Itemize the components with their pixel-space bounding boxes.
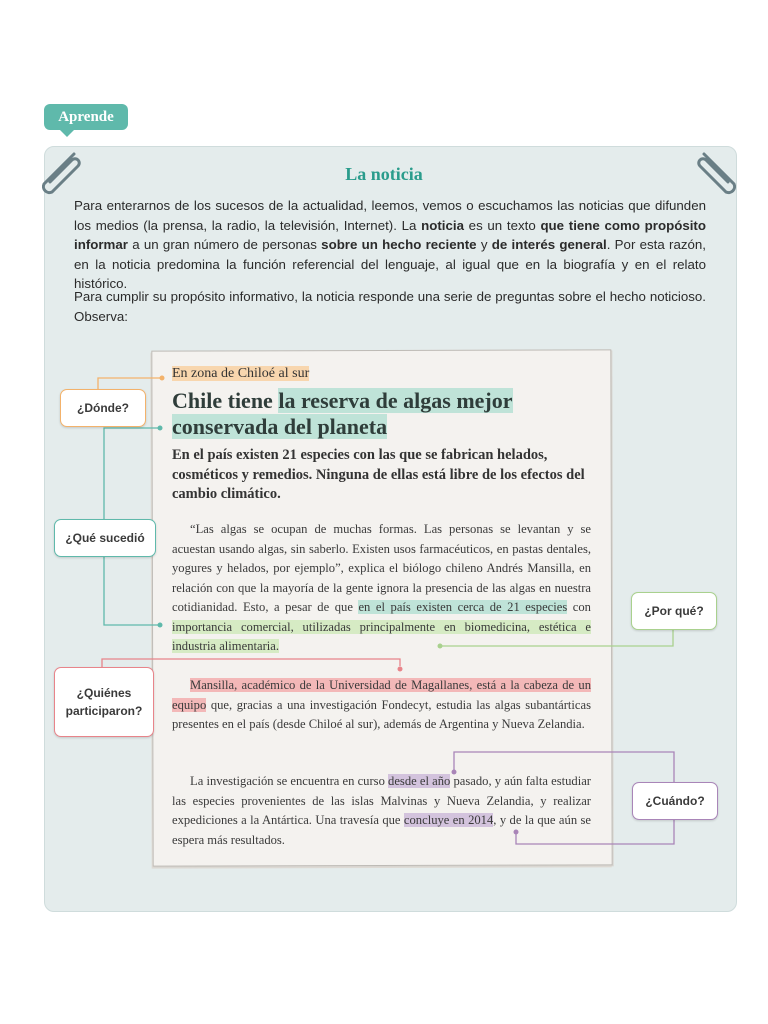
label-cuando-text: ¿Cuándo? xyxy=(645,794,705,808)
text-run: a un gran número de personas xyxy=(127,237,322,252)
text-run: Para enterarnos de los sucesos de la actualidad, leemos, vemos o escuchamos las noticias que difunden los medios (la prensa, la radio, la televisión, Internet). La xyxy=(74,198,706,233)
bold-text: de interés general xyxy=(491,237,607,252)
highlight-red: Mansilla, académico de la Universidad de Magallanes, está a la cabeza de un equipo xyxy=(172,678,591,712)
section-title: La noticia xyxy=(345,164,423,184)
label-donde-text: ¿Dónde? xyxy=(77,401,129,415)
label-donde xyxy=(60,389,146,427)
text-run: pasado, y aún falta estudiar las especies provenientes de las islas Malvinas y Nueva Zelandia, y realizar expediciones a la Antártica. Una travesía que xyxy=(172,774,591,827)
aprende-label: Aprende xyxy=(58,108,114,125)
bold-text: que tiene como propósito informar xyxy=(74,217,706,252)
text-run: que, gracias a una investigación Fondecyt, estudia las algas subantárticas presentes en el país (desde Chiloé al sur), además de Argentina y Nueva Zelandia. xyxy=(172,697,591,731)
article-paragraph-3 xyxy=(172,772,591,850)
bold-text: noticia xyxy=(421,217,464,233)
kicker-text: En zona de Chiloé al sur xyxy=(172,366,310,381)
bold-text: sobre un hecho reciente xyxy=(321,237,477,252)
article-paragraph-1 xyxy=(172,520,591,657)
text-run: con xyxy=(567,600,591,614)
text-run: “Las algas se ocupan de muchas formas. Las personas se levantan y se acuestan usando algas, sin saberlo. Existen usos farmacéuticos, en pastas dentales, yogures y helados, por ejemplo”, explica el biólogo chileno Andrés Mansilla, en relación con que la mayoría de la gente ignora la presencia de las algas en nuestra cotidianidad. Esto, a pesar de que xyxy=(172,522,591,614)
text-run: es un texto xyxy=(463,217,541,233)
headline-highlight: la reserva de algas mejor conservada del planeta xyxy=(172,388,513,439)
highlight-teal: en el país existen cerca de 21 especies xyxy=(358,600,568,614)
highlight-purple: desde el año xyxy=(388,774,451,788)
text-run: . Por esta razón, en la noticia predomina la función referencial del lenguaje, al igual que en la biografía y en el relato histórico. xyxy=(74,237,706,291)
headline-plain: Chile tiene xyxy=(172,388,279,413)
intro-paragraph-2: Para cumplir su propósito informativo, la noticia responde una serie de preguntas sobre el hecho noticioso. Observa: xyxy=(74,289,706,324)
highlight-green: importancia comercial, utilizadas principalmente en biomedicina, estética e industria alimentaria. xyxy=(172,619,591,653)
label-por-que xyxy=(631,592,717,630)
highlight-purple: concluye en 2014 xyxy=(403,813,494,827)
article-lead: En el país existen 21 especies con las que se fabrican helados, cosméticos y remedios. Ninguna de ellas está libre de los efectos del cambio climático. xyxy=(172,447,585,502)
article-paragraph-2 xyxy=(172,676,591,735)
text-run: , y de la que aún se espera más resultados. xyxy=(172,813,592,847)
label-quienes-text: ¿Quiénes participaron? xyxy=(65,686,143,718)
label-por-que-text: ¿Por qué? xyxy=(644,604,704,618)
article-headline xyxy=(172,388,591,440)
label-quienes xyxy=(54,667,154,737)
text-run: y xyxy=(476,237,492,252)
label-que-sucedio xyxy=(54,519,156,557)
article-kicker xyxy=(172,366,591,382)
label-cuando xyxy=(632,782,718,820)
text-run: La investigación se encuentra en curso xyxy=(190,774,389,788)
label-que-sucedio-text: ¿Qué sucedió xyxy=(65,531,145,545)
